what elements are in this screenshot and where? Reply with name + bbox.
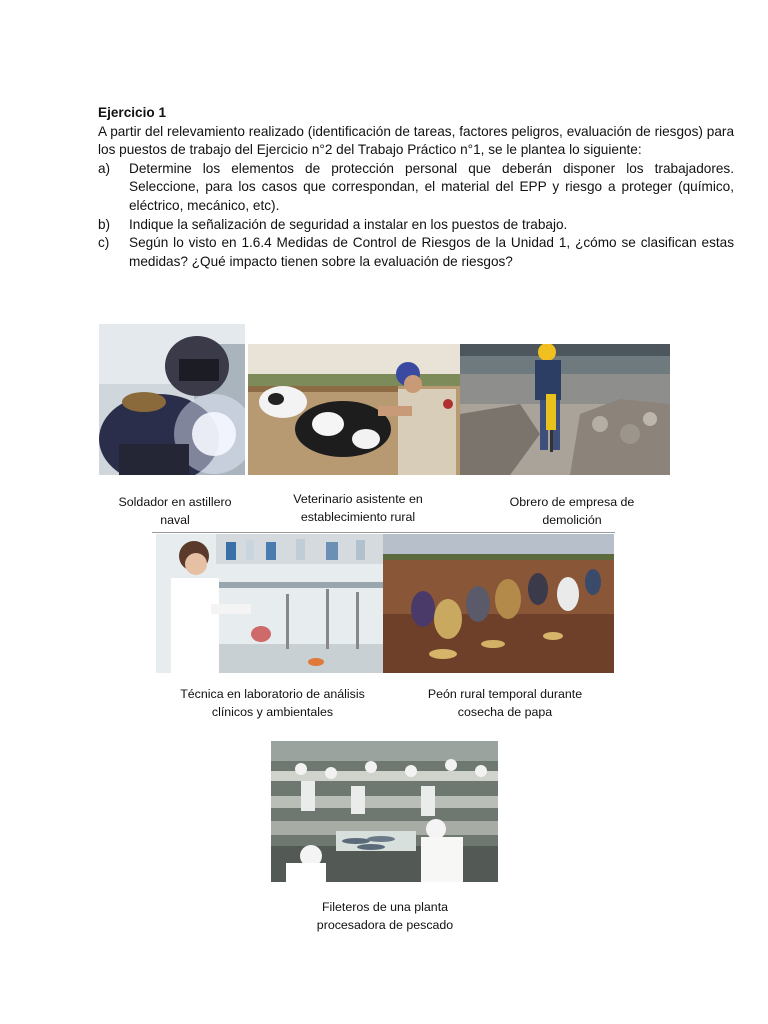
- exercise-title: Ejercicio 1: [98, 105, 167, 120]
- caption-line: Técnica en laboratorio de análisis: [180, 687, 365, 701]
- list-item: [98, 234, 734, 271]
- lab-photo: [156, 534, 383, 673]
- caption-line: Obrero de empresa de: [509, 495, 635, 509]
- caption-line: Soldador en astillero: [118, 495, 232, 509]
- caption-lab: [160, 685, 385, 721]
- caption-line: establecimiento rural: [300, 510, 416, 524]
- demolition-photo: [460, 344, 670, 475]
- list-item: [98, 160, 734, 216]
- caption-line: procesadora de pescado: [316, 918, 454, 932]
- potato-harvest-photo: [383, 534, 614, 673]
- caption-line: cosecha de papa: [457, 705, 553, 719]
- caption-line: Veterinario asistente en: [293, 492, 423, 506]
- item-marker: c): [98, 235, 110, 251]
- caption-demolition: [482, 493, 662, 529]
- exercise-intro: A partir del relevamiento realizado (identificación de tareas, factores peligros, evaluación de riesgos) para los puestos de trabajo del Ejercicio n°2 del Trabajo Práctico n°1, se le plantea lo siguiente:: [98, 123, 734, 158]
- item-text: Indique la señalización de seguridad a instalar en los puestos de trabajo.: [129, 216, 568, 232]
- caption-line: clínicos y ambientales: [211, 705, 334, 719]
- caption-fish: [300, 898, 470, 934]
- fish-processing-photo: [271, 741, 498, 882]
- welder-photo: [99, 324, 245, 475]
- caption-welder: [99, 493, 251, 529]
- caption-line: naval: [160, 513, 190, 527]
- exercise-block: [98, 104, 734, 271]
- item-text: Determine los elementos de protección personal que deberán disponer los trabajadores. Seleccione, para los casos que correspondan, el material del EPP y riesgo a proteger (químico, eléctrico, mecánico, etc).: [129, 160, 734, 213]
- caption-line: Peón rural temporal durante: [427, 687, 583, 701]
- list-item: [98, 216, 734, 235]
- caption-potato: [400, 685, 610, 721]
- caption-line: demolición: [542, 513, 602, 527]
- caption-vet: [263, 490, 453, 526]
- vet-photo: [248, 344, 460, 475]
- divider: [152, 532, 615, 533]
- item-marker: b): [98, 216, 111, 232]
- item-text: Según lo visto en 1.6.4 Medidas de Control de Riesgos de la Unidad 1, ¿cómo se clasifican estas medidas? ¿Qué impacto tienen sobre la evaluación de riesgos?: [129, 235, 734, 269]
- item-marker: a): [98, 160, 111, 176]
- caption-line: Fileteros de una planta: [321, 900, 449, 914]
- exercise-items: [98, 160, 734, 272]
